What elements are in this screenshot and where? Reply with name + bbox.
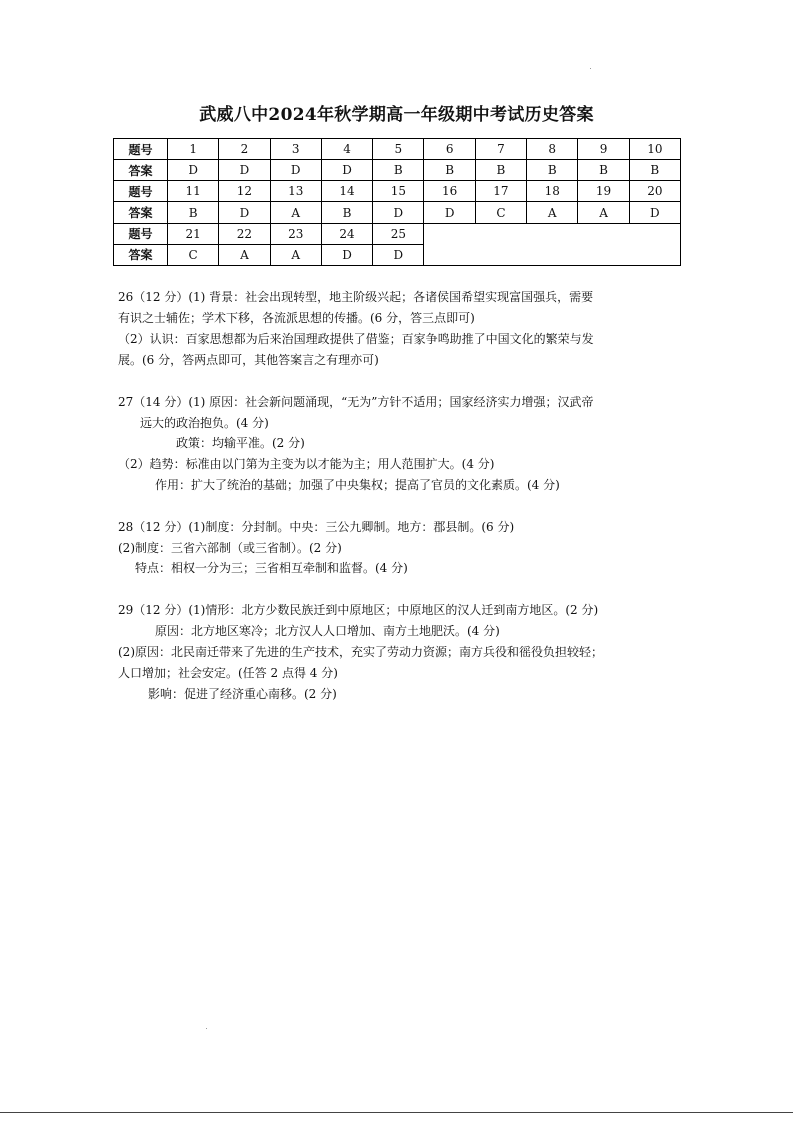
answer-key-table (113, 138, 681, 266)
page-speck-bottom (206, 1028, 207, 1029)
question-number: 18 (527, 181, 578, 202)
answer-cell: D (373, 244, 424, 265)
answer-cell: D (321, 244, 372, 265)
question-number: 9 (578, 139, 629, 160)
empty-cell-block (424, 223, 681, 265)
answer-cell: B (527, 160, 578, 181)
page-speck-top (590, 68, 591, 69)
q26-line-1: 26（12 分）(1) 背景：社会出现转型，地主阶级兴起；各诸侯国希望实现富国强兵，需要 (118, 290, 594, 304)
answer-cell: B (321, 202, 372, 223)
question-number: 2 (219, 139, 270, 160)
q29-line-2: 原因：北方地区寒冷；北方汉人人口增加、南方土地肥沃。(4 分) (155, 624, 500, 638)
q27-line-5: 作用：扩大了统治的基础；加强了中央集权；提高了官员的文化素质。(4 分) (155, 478, 560, 492)
answer-cell: A (219, 244, 270, 265)
answer-cell: D (629, 202, 680, 223)
row-header-question: 题号 (114, 181, 168, 202)
question-number: 3 (270, 139, 321, 160)
question-number: 5 (373, 139, 424, 160)
row-header-answer: 答案 (114, 202, 168, 223)
q29-line-4: 人口增加；社会安定。(任答 2 点得 4 分) (118, 666, 338, 680)
table-row (114, 139, 681, 160)
answer-cell: B (475, 160, 526, 181)
question-number: 25 (373, 223, 424, 244)
row-header-answer: 答案 (114, 244, 168, 265)
question-number: 1 (168, 139, 219, 160)
table-row (114, 181, 681, 202)
answer-cell: D (321, 160, 372, 181)
question-number: 22 (219, 223, 270, 244)
question-number: 23 (270, 223, 321, 244)
question-number: 20 (629, 181, 680, 202)
answer-cell: D (219, 160, 270, 181)
q29-line-1: 29（12 分）(1)情形：北方少数民族迁到中原地区；中原地区的汉人迁到南方地区。(2 分) (118, 603, 599, 617)
row-header-answer: 答案 (114, 160, 168, 181)
question-number: 15 (373, 181, 424, 202)
row-header-question: 题号 (114, 223, 168, 244)
row-header-question: 题号 (114, 139, 168, 160)
q29-line-5: 影响：促进了经济重心南移。(2 分) (148, 687, 337, 701)
question-number: 16 (424, 181, 475, 202)
q27-line-3: 政策：均输平准。(2 分) (176, 436, 305, 450)
question-number: 10 (629, 139, 680, 160)
table-row (114, 202, 681, 223)
answer-cell: D (424, 202, 475, 223)
q27-line-4: （2）趋势：标准由以门第为主变为以才能为主；用人范围扩大。(4 分) (118, 457, 495, 471)
answer-cell: D (168, 160, 219, 181)
question-number: 11 (168, 181, 219, 202)
answer-cell: A (578, 202, 629, 223)
answer-cell: A (270, 244, 321, 265)
q29-line-3: (2)原因：北民南迁带来了先进的生产技术，充实了劳动力资源；南方兵役和徭役负担较轻； (118, 645, 604, 659)
q27-line-1: 27（14 分）(1) 原因：社会新问题涌现，“无为”方针不适用；国家经济实力增强；汉武帝 (118, 395, 594, 409)
q28-line-2: (2)制度：三省六部制（或三省制）。(2 分) (118, 541, 342, 555)
q26-line-3: （2）认识：百家思想都为后来治国理政提供了借鉴；百家争鸣助推了中国文化的繁荣与发 (118, 332, 594, 346)
q26-line-4: 展。(6 分，答两点即可，其他答案言之有理亦可) (118, 353, 379, 367)
answer-cell: B (373, 160, 424, 181)
question-number: 17 (475, 181, 526, 202)
question-number: 21 (168, 223, 219, 244)
table-row (114, 223, 681, 244)
question-number: 14 (321, 181, 372, 202)
answer-cell: D (270, 160, 321, 181)
q28-line-1: 28（12 分）(1)制度：分封制。中央：三公九卿制。地方：郡县制。(6 分) (118, 520, 515, 534)
q28-line-3: 特点：相权一分为三；三省相互牵制和监督。(4 分) (135, 561, 408, 575)
answer-cell: B (629, 160, 680, 181)
q27-line-2: 远大的政治抱负。(4 分) (140, 416, 269, 430)
answer-cell: A (527, 202, 578, 223)
answer-cell: D (219, 202, 270, 223)
page-title: 武威八中2024年秋学期高一年级期中考试历史答案 (199, 105, 594, 125)
q26-line-2: 有识之士辅佐；学术下移，各流派思想的传播。(6 分，答三点即可) (118, 311, 475, 325)
answer-cell: D (373, 202, 424, 223)
question-number: 13 (270, 181, 321, 202)
question-number: 4 (321, 139, 372, 160)
question-number: 6 (424, 139, 475, 160)
answer-cell: B (168, 202, 219, 223)
question-number: 12 (219, 181, 270, 202)
question-number: 24 (321, 223, 372, 244)
answer-cell: B (424, 160, 475, 181)
table-row (114, 160, 681, 181)
answer-cell: B (578, 160, 629, 181)
answer-cell: A (270, 202, 321, 223)
answer-cell: C (168, 244, 219, 265)
question-number: 8 (527, 139, 578, 160)
question-number: 7 (475, 139, 526, 160)
answer-cell: C (475, 202, 526, 223)
question-number: 19 (578, 181, 629, 202)
page-bottom-edge (0, 1112, 793, 1113)
